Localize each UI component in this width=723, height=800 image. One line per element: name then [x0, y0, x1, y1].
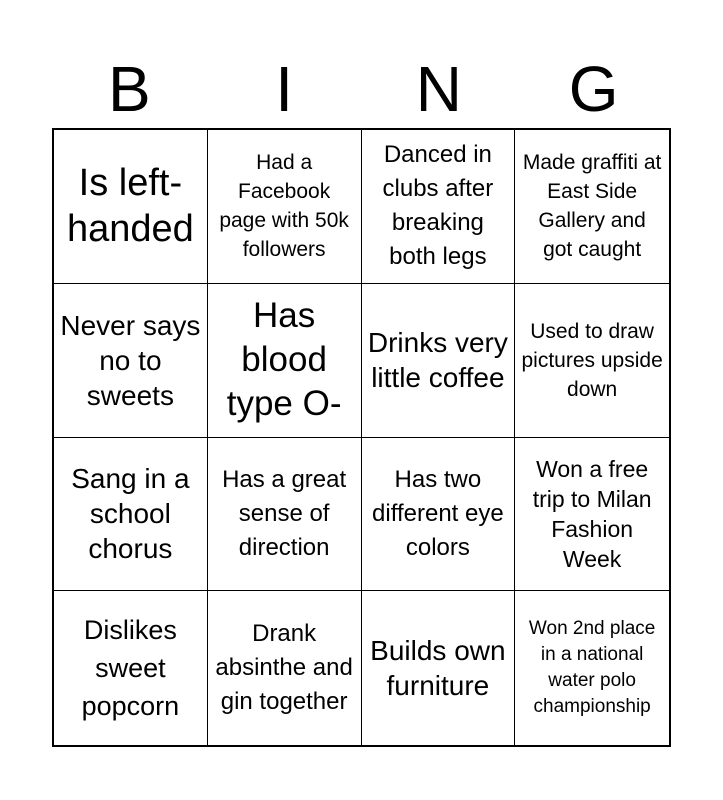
header-letter-n: N [415, 53, 462, 125]
bingo-cell[interactable] [362, 438, 516, 592]
bingo-cell[interactable] [515, 591, 669, 745]
bingo-cell-text: Never says no to sweets [60, 309, 201, 411]
bingo-board [52, 128, 671, 747]
bingo-cell-text: Builds own furniture [370, 635, 506, 702]
bingo-cell-text: Drinks very little coffee [367, 327, 508, 394]
bingo-cell-text: Had a Facebook page with 50k followers [219, 151, 349, 262]
bingo-cell-text: Has a great sense of direction [222, 465, 347, 561]
bingo-cell[interactable] [515, 438, 669, 592]
bingo-cell[interactable] [208, 284, 362, 438]
bingo-cell[interactable] [208, 438, 362, 592]
bingo-cell[interactable] [208, 130, 362, 284]
bingo-cell[interactable] [515, 284, 669, 438]
bingo-cell-text: Used to draw pictures upside down [521, 319, 663, 401]
bingo-cell[interactable] [54, 591, 208, 745]
bingo-cell[interactable] [362, 130, 516, 284]
header-letter-g: G [568, 53, 619, 125]
bingo-cell-text: Has blood type O- [226, 296, 342, 424]
bingo-header [52, 50, 671, 128]
bingo-cell[interactable] [362, 591, 516, 745]
bingo-cell[interactable] [208, 591, 362, 745]
bingo-cell[interactable] [54, 284, 208, 438]
bingo-cell[interactable] [54, 130, 208, 284]
bingo-cell-text: Made graffiti at East Side Gallery and got caught [522, 151, 662, 262]
bingo-cell-text: Has two different eye colors [372, 465, 504, 561]
bingo-cell[interactable] [54, 438, 208, 592]
bingo-cell[interactable] [515, 130, 669, 284]
bingo-cell-text: Dislikes sweet popcorn [81, 615, 180, 722]
bingo-cell[interactable] [362, 284, 516, 438]
bingo-cell-text: Drank absinthe and gin together [215, 620, 353, 716]
bingo-cell-text: Won 2nd place in a national water polo championship [528, 618, 656, 718]
bingo-cell-text: Won a free trip to Milan Fashion Week [532, 455, 652, 572]
bingo-cell-text: Sang in a school chorus [71, 463, 190, 565]
header-letter-i: I [275, 53, 294, 125]
bingo-cell-text: Danced in clubs after breaking both legs [382, 141, 494, 271]
bingo-cell-text: Is left-handed [66, 162, 194, 251]
header-letter-b: B [108, 53, 151, 125]
